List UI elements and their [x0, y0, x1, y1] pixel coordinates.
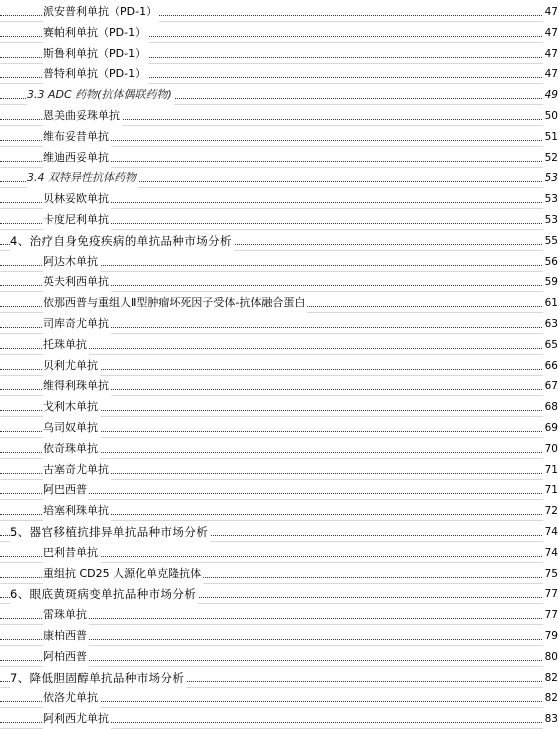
toc-entry-page-number: 68 — [543, 397, 558, 417]
toc-entry-title: 7、降低胆固醇单抗品种市场分析 — [10, 668, 186, 688]
toc-entry-page-number: 55 — [543, 231, 558, 251]
toc-entry-page-number: 82 — [543, 668, 558, 688]
toc-entry[interactable] — [0, 647, 558, 667]
toc-entry-page-number: 74 — [543, 522, 558, 542]
toc-entry-title: 5、器官移植抗排异单抗品种市场分析 — [10, 522, 210, 542]
toc-entry[interactable] — [0, 584, 558, 604]
toc-entry-page-number: 77 — [543, 605, 558, 625]
toc-entry-page-number: 53 — [543, 189, 558, 209]
toc-entry-title: 托珠单抗 — [43, 335, 89, 355]
toc-entry[interactable] — [0, 168, 558, 188]
toc-entry[interactable] — [0, 439, 558, 459]
toc-entry-page-number: 47 — [543, 23, 558, 43]
toc-entry-title: 贝利尤单抗 — [43, 356, 100, 376]
toc-entry-page-number: 71 — [543, 460, 558, 480]
toc-entry[interactable] — [0, 397, 558, 417]
toc-entry[interactable] — [0, 688, 558, 708]
toc-entry[interactable] — [0, 189, 558, 209]
toc-entry-title: 依洛尤单抗 — [43, 688, 100, 708]
toc-entry-title: 依那西普与重组人Ⅱ型肿瘤坏死因子受体-抗体融合蛋白 — [43, 293, 307, 313]
toc-entry-page-number: 56 — [543, 252, 558, 272]
toc-entry-title: 培塞利珠单抗 — [43, 501, 111, 521]
toc-entry[interactable] — [0, 231, 558, 251]
toc-entry-title: 3.3 ADC 药物(抗体偶联药物) — [27, 85, 174, 105]
toc-entry-page-number: 49 — [543, 85, 558, 105]
toc-entry-title: 雷珠单抗 — [43, 605, 89, 625]
toc-entry-page-number: 61 — [543, 293, 558, 313]
toc-entry-title: 司库奇尤单抗 — [43, 314, 111, 334]
toc-entry[interactable] — [0, 480, 558, 500]
toc-entry[interactable] — [0, 64, 558, 84]
toc-entry-page-number: 47 — [543, 2, 558, 22]
toc-entry-title: 古塞奇尤单抗 — [43, 460, 111, 480]
toc-entry-title: 赛帕利单抗（PD-1） — [43, 23, 148, 43]
toc-entry-page-number: 53 — [543, 210, 558, 230]
toc-entry[interactable] — [0, 210, 558, 230]
toc-entry-title: 6、眼底黄斑病变单抗品种市场分析 — [10, 584, 198, 604]
toc-entry[interactable] — [0, 605, 558, 625]
toc-entry-title: 戈利木单抗 — [43, 397, 100, 417]
toc-entry-page-number: 47 — [543, 44, 558, 64]
toc-entry-page-number: 71 — [543, 480, 558, 500]
toc-entry[interactable] — [0, 44, 558, 64]
toc-entry-title: 4、治疗自身免疫疾病的单抗品种市场分析 — [10, 231, 234, 251]
toc-entry[interactable] — [0, 127, 558, 147]
toc-entry-title: 重组抗 CD25 人源化单克隆抗体 — [43, 564, 203, 584]
toc-entry[interactable] — [0, 543, 558, 563]
toc-entry-title: 普特利单抗（PD-1） — [43, 64, 148, 84]
toc-entry-page-number: 72 — [543, 501, 558, 521]
toc-entry[interactable] — [0, 501, 558, 521]
toc-entry[interactable] — [0, 564, 558, 584]
toc-entry-page-number: 77 — [543, 584, 558, 604]
toc-entry-title: 依奇珠单抗 — [43, 439, 100, 459]
toc-entry-title: 乌司奴单抗 — [43, 418, 100, 438]
toc-entry-page-number: 51 — [543, 127, 558, 147]
toc-entry-title: 贝林妥欧单抗 — [43, 189, 111, 209]
toc-entry-title: 斯鲁利单抗（PD-1） — [43, 44, 148, 64]
toc-entry[interactable] — [0, 668, 558, 688]
toc-entry-title: 阿达木单抗 — [43, 252, 100, 272]
toc-entry[interactable] — [0, 23, 558, 43]
toc-entry[interactable] — [0, 85, 558, 105]
toc-entry[interactable] — [0, 106, 558, 126]
toc-entry[interactable] — [0, 418, 558, 438]
toc-entry-title: 3.4 双特异性抗体药物 — [27, 168, 138, 188]
toc-entry-page-number: 59 — [543, 272, 558, 292]
toc-entry-page-number: 79 — [543, 626, 558, 646]
toc-entry[interactable] — [0, 2, 558, 22]
toc-entry[interactable] — [0, 272, 558, 292]
toc-entry-title: 巴利昔单抗 — [43, 543, 100, 563]
toc-entry[interactable] — [0, 376, 558, 396]
toc-entry-page-number: 50 — [543, 106, 558, 126]
toc-entry-page-number: 52 — [543, 148, 558, 168]
toc-entry-title: 恩美曲妥珠单抗 — [43, 106, 122, 126]
toc-entry-page-number: 75 — [543, 564, 558, 584]
toc-entry-page-number: 47 — [543, 64, 558, 84]
toc-entry-page-number: 80 — [543, 647, 558, 667]
toc-entry[interactable] — [0, 335, 558, 355]
toc-entry[interactable] — [0, 314, 558, 334]
toc-entry-title: 阿利西尤单抗 — [43, 709, 111, 729]
toc-entry-title: 维布妥昔单抗 — [43, 127, 111, 147]
toc-entry-page-number: 83 — [543, 709, 558, 729]
toc-entry-page-number: 82 — [543, 688, 558, 708]
toc-entry[interactable] — [0, 252, 558, 272]
toc-entry-page-number: 66 — [543, 356, 558, 376]
toc-entry-page-number: 70 — [543, 439, 558, 459]
toc-entry-page-number: 74 — [543, 543, 558, 563]
toc-entry[interactable] — [0, 148, 558, 168]
toc-entry-page-number: 67 — [543, 376, 558, 396]
toc-entry-title: 康柏西普 — [43, 626, 89, 646]
toc-entry-page-number: 65 — [543, 335, 558, 355]
toc-entry-title: 阿柏西普 — [43, 647, 89, 667]
toc-entry-title: 派安普利单抗（PD-1） — [43, 2, 159, 22]
toc-entry[interactable] — [0, 460, 558, 480]
toc-entry-title: 英夫利西单抗 — [43, 272, 111, 292]
toc-entry[interactable] — [0, 293, 558, 313]
toc-entry-title: 阿巴西普 — [43, 480, 89, 500]
toc-entry-page-number: 53 — [543, 168, 558, 188]
toc-entry-title: 维迪西妥单抗 — [43, 148, 111, 168]
toc-entry-title: 卡度尼利单抗 — [43, 210, 111, 230]
toc-entry-title: 维得利珠单抗 — [43, 376, 111, 396]
toc-entry[interactable] — [0, 522, 558, 542]
toc-entry[interactable] — [0, 626, 558, 646]
toc-entry-page-number: 69 — [543, 418, 558, 438]
toc-entry[interactable] — [0, 356, 558, 376]
toc-entry-page-number: 63 — [543, 314, 558, 334]
toc-entry[interactable] — [0, 709, 558, 729]
